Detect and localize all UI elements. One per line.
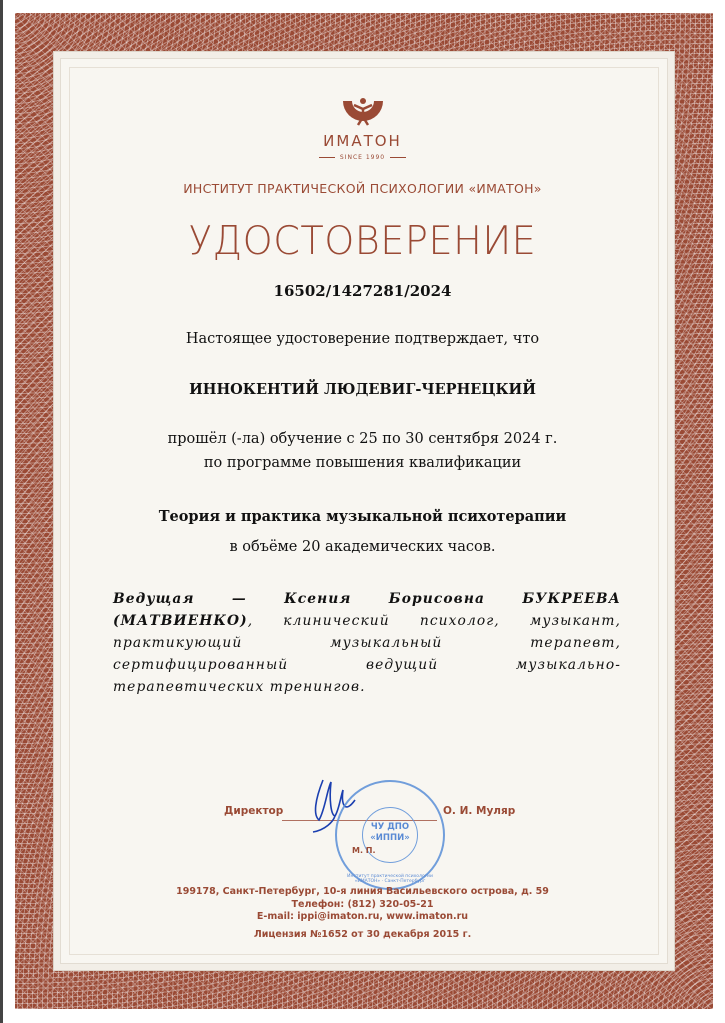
- certificate-number: 16502/1427281/2024: [273, 282, 452, 300]
- footer-email: E-mail: ippi@imaton.ru, www.imaton.ru: [256, 911, 469, 922]
- instructor-name: Ведущая — Ксения Борисовна БУКРЕЕВА (МАТВИЕНКО): [113, 591, 621, 629]
- completion-text: прошёл (-ла) обучение с 25 по 30 сентября 2024 г.: [167, 431, 558, 447]
- program-title: Теория и практика музыкальной психотерапии: [158, 508, 567, 525]
- logo-brand: ИМАТОН: [323, 132, 402, 150]
- certificate-title: УДОСТОВЕРЕНИЕ: [188, 219, 537, 264]
- footer-license: Лицензия №1652 от 30 декабря 2015 г.: [253, 929, 472, 940]
- stamp-ring-text: Институт практической психологии «ИМАТОН» · Санкт-Петербург: [347, 874, 433, 884]
- imaton-logo-icon: [340, 95, 386, 135]
- official-stamp: [335, 780, 445, 890]
- institute-name: ИНСТИТУТ ПРАКТИЧЕСКОЙ ПСИХОЛОГИИ «ИМАТОН»: [183, 181, 542, 196]
- stamp-line1: ЧУ ДПО: [370, 822, 410, 832]
- since-text: SINCE 1990: [339, 154, 386, 161]
- instructor-description: , клинический психолог, музыкант, практикующий музыкальный терапевт, сертифицированный ведущий музыкально-терапевтических тренингов.: [113, 613, 621, 695]
- recipient-name: ИННОКЕНТИЙ ЛЮДЕВИГ-ЧЕРНЕЦКИЙ: [189, 381, 536, 398]
- stamp-line2: «ИППИ»: [370, 833, 410, 843]
- hours-text: в объёме 20 академических часов.: [229, 539, 496, 555]
- logo-since: [0, 154, 725, 161]
- footer-phone: Телефон: (812) 320-05-21: [291, 899, 434, 910]
- director-name: О. И. Муляр: [443, 805, 516, 817]
- director-label: Директор: [224, 805, 284, 817]
- program-intro: по программе повышения квалификации: [203, 455, 522, 471]
- footer-address: 199178, Санкт-Петербург, 10-я линия Васильевского острова, д. 59: [176, 886, 549, 897]
- confirms-text: Настоящее удостоверение подтверждает, что: [185, 331, 540, 347]
- seal-mark: М. П.: [352, 846, 376, 855]
- instructor-paragraph: [113, 588, 621, 698]
